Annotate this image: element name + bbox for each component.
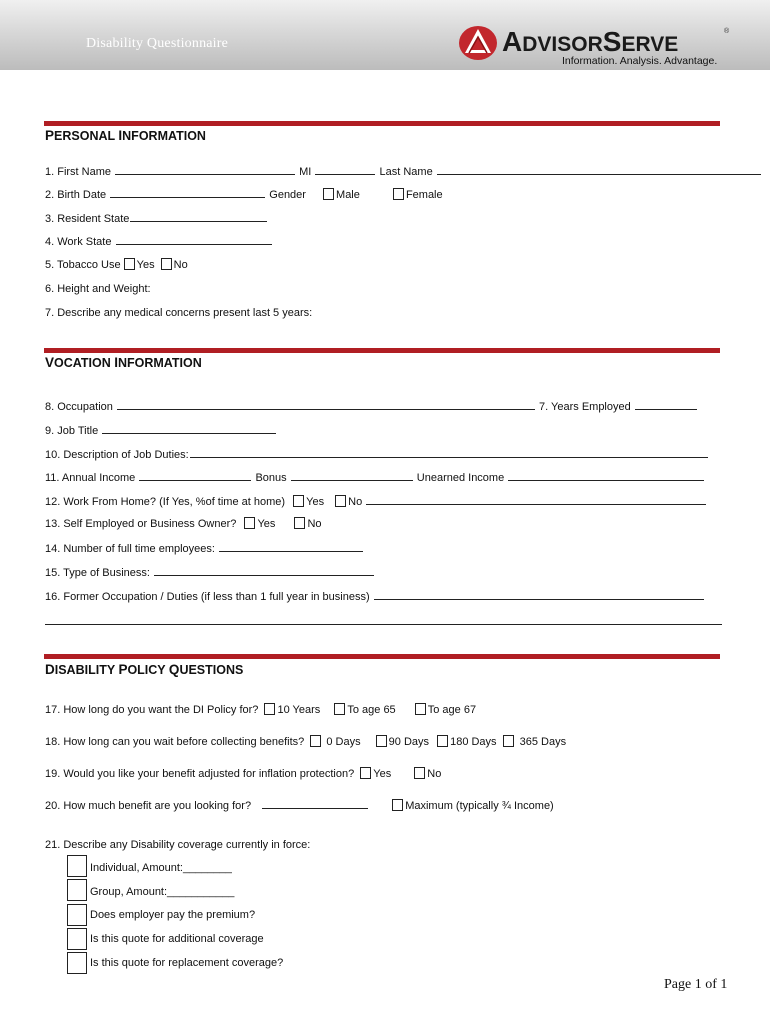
maximum-benefit-checkbox[interactable] [392,799,403,811]
benefit-amount-field[interactable] [262,798,368,809]
employees-field[interactable] [219,541,363,552]
height-weight-row: 6. Height and Weight: [45,283,151,295]
male-checkbox[interactable] [323,188,334,200]
tobacco-yes-checkbox[interactable] [124,258,135,270]
self-employed-no-checkbox[interactable] [294,517,305,529]
job-duties-field[interactable] [190,447,708,458]
annual-income-field[interactable] [139,470,251,481]
occupation-field[interactable] [117,399,535,410]
section-divider [44,654,720,659]
ninety-days-checkbox[interactable] [376,735,387,747]
business-type-field[interactable] [154,565,374,576]
inflation-yes-checkbox[interactable] [360,767,371,779]
middle-initial-field[interactable] [315,164,375,175]
former-occupation-row: 16. Former Occupation / Duties (if less than 1 full year in business) [45,589,705,604]
ten-years-checkbox[interactable] [264,703,275,715]
work-from-home-yes-checkbox[interactable] [293,495,304,507]
vocation-info-heading: VOCATION INFORMATION [45,355,202,370]
advisorserve-logo [458,22,748,70]
to-age-67-checkbox[interactable] [415,703,426,715]
replacement-coverage-checkbox[interactable] [67,952,87,974]
group-coverage-checkbox[interactable] [67,879,87,901]
work-from-home-row: 12. Work From Home? (If Yes, %of time at home) Yes No [45,494,707,509]
waiting-period-row: 18. How long can you wait before collecting benefits? 0 Days 90 Days 180 Days 365 Days [45,736,567,748]
job-duties-row: 10. Description of Job Duties: [45,447,709,462]
medical-concerns-row: 7. Describe any medical concerns present last 5 years: [45,307,313,319]
income-row: 11. Annual Income Bonus Unearned Income [45,470,705,485]
occupation-row: 8. Occupation 7. Years Employed [45,399,698,414]
logo-triangle-icon [458,22,498,62]
first-name-row: 1. First Name MI Last Name [45,164,762,179]
coverage-item: Is this quote for additional coverage [90,933,264,945]
policy-questions-heading: DISABILITY POLICY QUESTIONS [45,662,244,677]
coverage-in-force-row: 21. Describe any Disability coverage currently in force: [45,839,311,851]
additional-coverage-checkbox[interactable] [67,928,87,950]
work-from-home-percent-field[interactable] [366,494,706,505]
work-state-row: 4. Work State [45,234,273,249]
to-age-65-checkbox[interactable] [334,703,345,715]
employer-pays-checkbox[interactable] [67,904,87,926]
birth-date-row: 2. Birth Date Gender Male Female [45,189,443,201]
former-occupation-line[interactable] [45,624,722,625]
inflation-protection-row: 19. Would you like your benefit adjusted for inflation protection? Yes No [45,768,442,780]
former-occupation-field[interactable] [374,589,704,600]
page-number: Page 1 of 1 [664,977,728,992]
work-state-field[interactable] [116,234,272,245]
birth-date-field[interactable] [110,187,265,198]
registered-mark: ® [724,28,730,35]
business-type-row: 15. Type of Business: [45,565,375,580]
tobacco-row: 5. Tobacco Use Yes No [45,259,188,271]
resident-state-field[interactable] [130,211,267,222]
female-checkbox[interactable] [393,188,404,200]
individual-coverage-checkbox[interactable] [67,855,87,877]
self-employed-yes-checkbox[interactable] [244,517,255,529]
policy-length-row: 17. How long do you want the DI Policy for? 10 Years To age 65 To age 67 [45,704,477,716]
first-name-field[interactable] [115,164,295,175]
logo-tagline: Information. Analysis. Advantage. [562,55,718,67]
inflation-no-checkbox[interactable] [414,767,425,779]
employees-row: 14. Number of full time employees: [45,541,364,556]
zero-days-checkbox[interactable] [310,735,321,747]
self-employed-row: 13. Self Employed or Business Owner? Yes No [45,518,322,530]
document-title: Disability Questionnaire [86,36,229,51]
work-from-home-no-checkbox[interactable] [335,495,346,507]
coverage-item: Individual, Amount:________ [90,862,232,874]
job-title-row: 9. Job Title [45,423,277,438]
job-title-field[interactable] [102,423,276,434]
coverage-item: Does employer pay the premium? [90,909,256,921]
coverage-item: Is this quote for replacement coverage? [90,957,284,969]
tobacco-no-checkbox[interactable] [161,258,172,270]
logo-wordmark: ADVISORSERVE [502,26,679,57]
resident-state-row: 3. Resident State [45,211,268,226]
section-divider [44,121,720,126]
one-eighty-days-checkbox[interactable] [437,735,448,747]
header-bar [0,0,770,70]
personal-info-heading: PERSONAL INFORMATION [45,128,206,143]
unearned-income-field[interactable] [508,470,704,481]
section-divider [44,348,720,353]
three-sixty-five-days-checkbox[interactable] [503,735,514,747]
coverage-item: Group, Amount:___________ [90,886,235,898]
years-employed-field[interactable] [635,399,697,410]
last-name-field[interactable] [437,164,761,175]
bonus-field[interactable] [291,470,413,481]
benefit-amount-row: 20. How much benefit are you looking for? Maximum (typically ¾ Income) [45,800,554,812]
